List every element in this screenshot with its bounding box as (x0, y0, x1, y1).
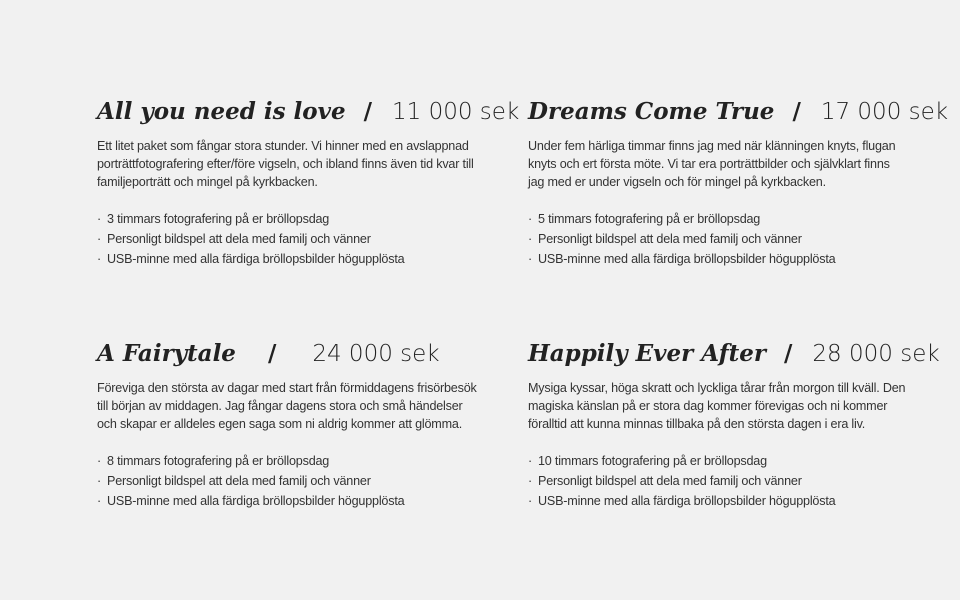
feature-text: Personligt bildspel att dela med familj och vänner (538, 474, 802, 488)
feature-text: 5 timmars fotografering på er bröllopsdag (538, 212, 761, 226)
feature-list (97, 451, 477, 511)
bullet-icon: · (528, 454, 532, 468)
package-name: Dreams Come True (528, 98, 775, 125)
bullet-icon: · (97, 252, 101, 266)
feature-text: Personligt bildspel att dela med familj och vänner (107, 232, 371, 246)
package-a-fairytale (97, 340, 477, 511)
package-price: 17 000 sek (820, 99, 949, 125)
feature-item (97, 491, 477, 511)
feature-item (528, 491, 908, 511)
feature-text: 10 timmars fotografering på er bröllopsdag (538, 454, 767, 468)
heading-separator: / (363, 98, 373, 125)
feature-list (528, 451, 908, 511)
package-description: Föreviga den största av dagar med start från förmiddagens frisörbesök till början av middagen. Jag fångar dagens stora och små händelser och skapar er alldeles egen saga som ni aldrig kommer att glömma. (97, 381, 477, 431)
package-description: Ett litet paket som fångar stora stunder. Vi hinner med en avslappnad porträttfotografering efter/före vigseln, och ibland finns även tid kvar till familjeporträtt och mingel på kyrkbacken. (97, 139, 474, 189)
bullet-icon: · (97, 474, 101, 488)
bullet-icon: · (97, 494, 101, 508)
heading-separator: / (784, 340, 793, 367)
package-heading (97, 340, 477, 370)
bullet-icon: · (528, 212, 532, 226)
feature-text: 8 timmars fotografering på er bröllopsdag (107, 454, 330, 468)
package-name: All you need is love (97, 98, 346, 125)
package-heading (528, 98, 949, 128)
feature-text: USB-minne med alla färdiga bröllopsbilder högupplösta (107, 252, 405, 266)
feature-item (97, 471, 477, 491)
bullet-icon: · (528, 252, 532, 266)
package-dreams-come-true (528, 98, 949, 269)
feature-item (528, 249, 908, 269)
feature-text: USB-minne med alla färdiga bröllopsbilder högupplösta (538, 252, 836, 266)
feature-item (97, 229, 477, 249)
feature-text: USB-minne med alla färdiga bröllopsbilder högupplösta (538, 494, 836, 508)
package-price: 11 000 sek (392, 99, 520, 125)
feature-item (528, 451, 908, 471)
package-description: Mysiga kyssar, höga skratt och lyckliga tårar från morgon till kväll. Den magiska känslan på er stora dag kommer förevigas och ni kommer föralltid att kunna minnas tillbaka på den största dagen i era liv. (528, 381, 906, 431)
heading-separator: / (267, 340, 277, 367)
bullet-icon: · (97, 232, 101, 246)
package-price: 24 000 sek (312, 341, 440, 367)
bullet-icon: · (528, 232, 532, 246)
feature-item (97, 249, 477, 269)
feature-text: USB-minne med alla färdiga bröllopsbilder högupplösta (107, 494, 405, 508)
feature-item (528, 209, 908, 229)
feature-item (528, 229, 908, 249)
feature-text: 3 timmars fotografering på er bröllopsdag (107, 212, 330, 226)
bullet-icon: · (97, 454, 101, 468)
package-all-you-need-is-love (97, 98, 520, 269)
package-description: Under fem härliga timmar finns jag med när klänningen knyts, flugan knyts och ert första möte. Vi tar era porträttbilder och självklart finns jag med er under vigseln och för mingel på kyrkbacken. (528, 139, 896, 189)
feature-text: Personligt bildspel att dela med familj och vänner (107, 474, 371, 488)
feature-text: Personligt bildspel att dela med familj och vänner (538, 232, 802, 246)
package-name: Happily Ever After (528, 340, 767, 367)
package-happily-ever-after (528, 340, 940, 511)
feature-list (528, 209, 908, 269)
bullet-icon: · (528, 494, 532, 508)
package-name: A Fairytale (97, 340, 236, 367)
bullet-icon: · (528, 474, 532, 488)
package-heading (528, 340, 940, 370)
feature-list (97, 209, 477, 269)
feature-item (97, 209, 477, 229)
package-price: 28 000 sek (812, 341, 940, 367)
feature-item (528, 471, 908, 491)
feature-item (97, 451, 477, 471)
bullet-icon: · (97, 212, 101, 226)
package-heading (97, 98, 520, 128)
heading-separator: / (792, 98, 801, 125)
